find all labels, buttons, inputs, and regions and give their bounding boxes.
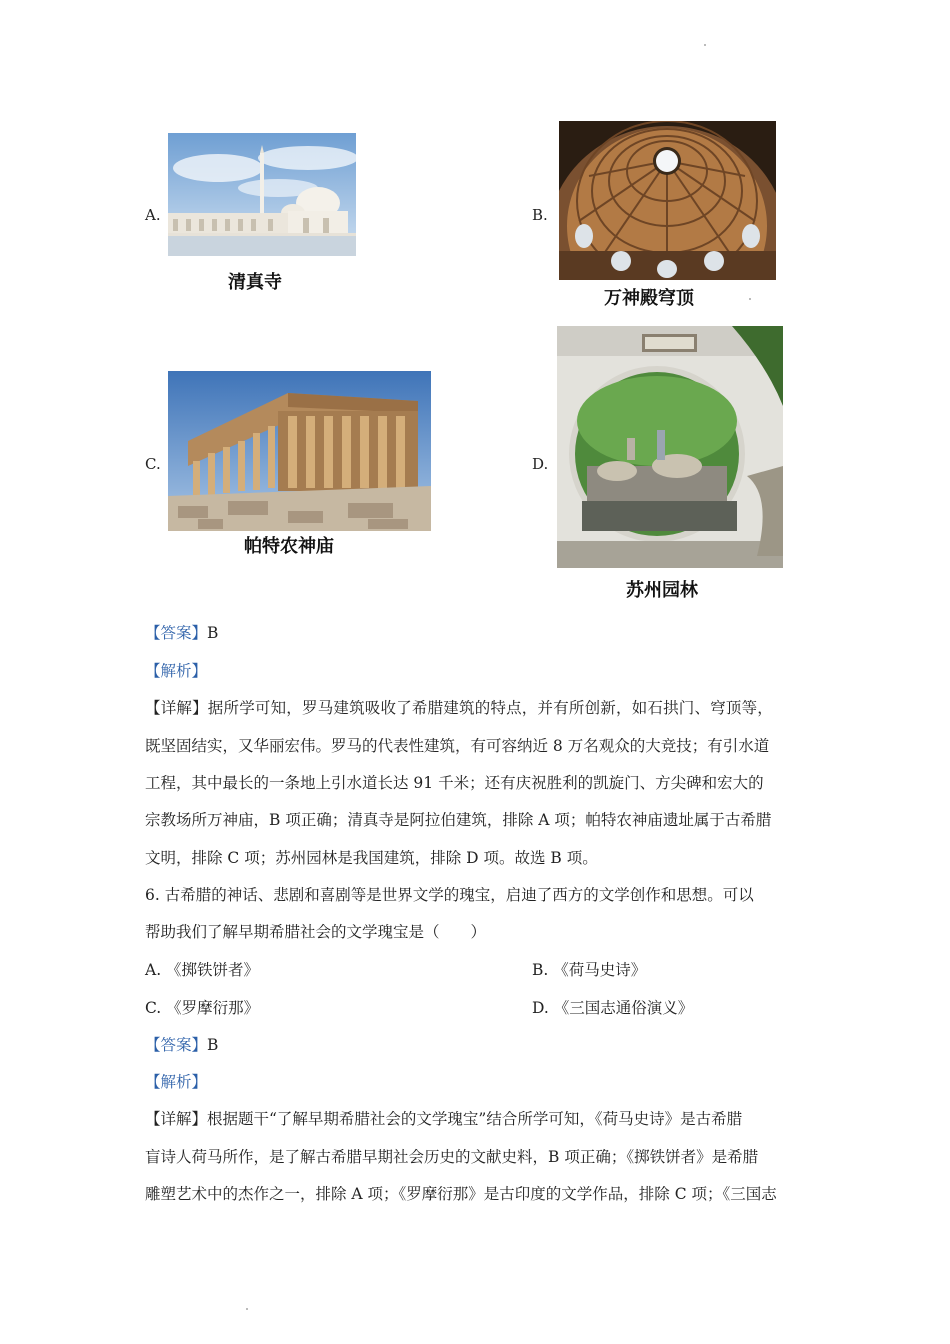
option-d-caption: 苏州园林: [626, 580, 698, 601]
option-c-caption: 帕特农神庙: [244, 536, 334, 557]
option-b-caption: 万神殿穹顶: [604, 288, 694, 309]
analysis-label: 【解析】: [145, 1073, 208, 1091]
scan-dot: [246, 1308, 248, 1310]
detail-line: 【详解】根据题干“了解早期希腊社会的文学瑰宝”结合所学可知，《荷马史诗》是古希腊: [145, 1110, 743, 1128]
detail-line: 宗教场所万神庙，B 项正确；清真寺是阿拉伯建筑，排除 A 项；帕特农神庙遗址属于古希腊: [145, 811, 772, 829]
detail-line: 既坚固结实，又华丽宏伟。罗马的代表性建筑，有可容纳近 8 万名观众的大竞技；有引水道: [145, 737, 770, 755]
detail-line: 文明，排除 C 项；苏州园林是我国建筑，排除 D 项。故选 B 项。: [145, 849, 598, 867]
parthenon-image: [168, 371, 431, 531]
question-6-line: 帮助我们了解早期希腊社会的文学瑰宝是（ ）: [145, 923, 487, 941]
option-c-letter: C.: [145, 455, 161, 473]
q6-option-a: A. 《掷铁饼者》: [145, 961, 260, 979]
scan-dot: [749, 298, 751, 300]
detail-line: 工程，其中最长的一条地上引水道长达 91 千米；还有庆祝胜利的凯旋门、方尖碑和宏大的: [145, 774, 764, 792]
answer-label: 【答案】: [145, 1036, 208, 1054]
option-b-letter: B.: [532, 206, 548, 224]
suzhou-garden-image: [557, 326, 783, 568]
pantheon-dome-image: [559, 121, 776, 280]
answer-value: B: [207, 1036, 219, 1054]
q6-option-d: D. 《三国志通俗演义》: [532, 999, 694, 1017]
answer-label: 【答案】: [145, 624, 208, 642]
answer-block-1: [145, 621, 218, 643]
analysis-label: 【解析】: [145, 662, 208, 680]
question-6-line: 6. 古希腊的神话、悲剧和喜剧等是世界文学的瑰宝，启迪了西方的文学创作和思想。可以: [145, 886, 754, 904]
option-a-caption: 清真寺: [228, 272, 282, 293]
detail-line: 雕塑艺术中的杰作之一，排除 A 项；《罗摩衍那》是古印度的文学作品，排除 C 项；《三国志: [145, 1185, 777, 1203]
option-a-letter: A.: [145, 206, 161, 224]
q6-option-b: B. 《荷马史诗》: [532, 961, 647, 979]
answer-value: B: [207, 624, 219, 642]
answer-block-2: [145, 1033, 218, 1055]
mosque-image: [168, 133, 356, 256]
q6-option-c: C. 《罗摩衍那》: [145, 999, 260, 1017]
detail-line: 盲诗人荷马所作，是了解古希腊早期社会历史的文献史料，B 项正确；《掷铁饼者》是希腊: [145, 1148, 759, 1166]
scan-dot: [704, 44, 706, 46]
detail-line: 【详解】据所学可知，罗马建筑吸收了希腊建筑的特点，并有所创新，如石拱门、穹顶等，: [145, 699, 774, 717]
option-d-letter: D.: [532, 455, 549, 473]
